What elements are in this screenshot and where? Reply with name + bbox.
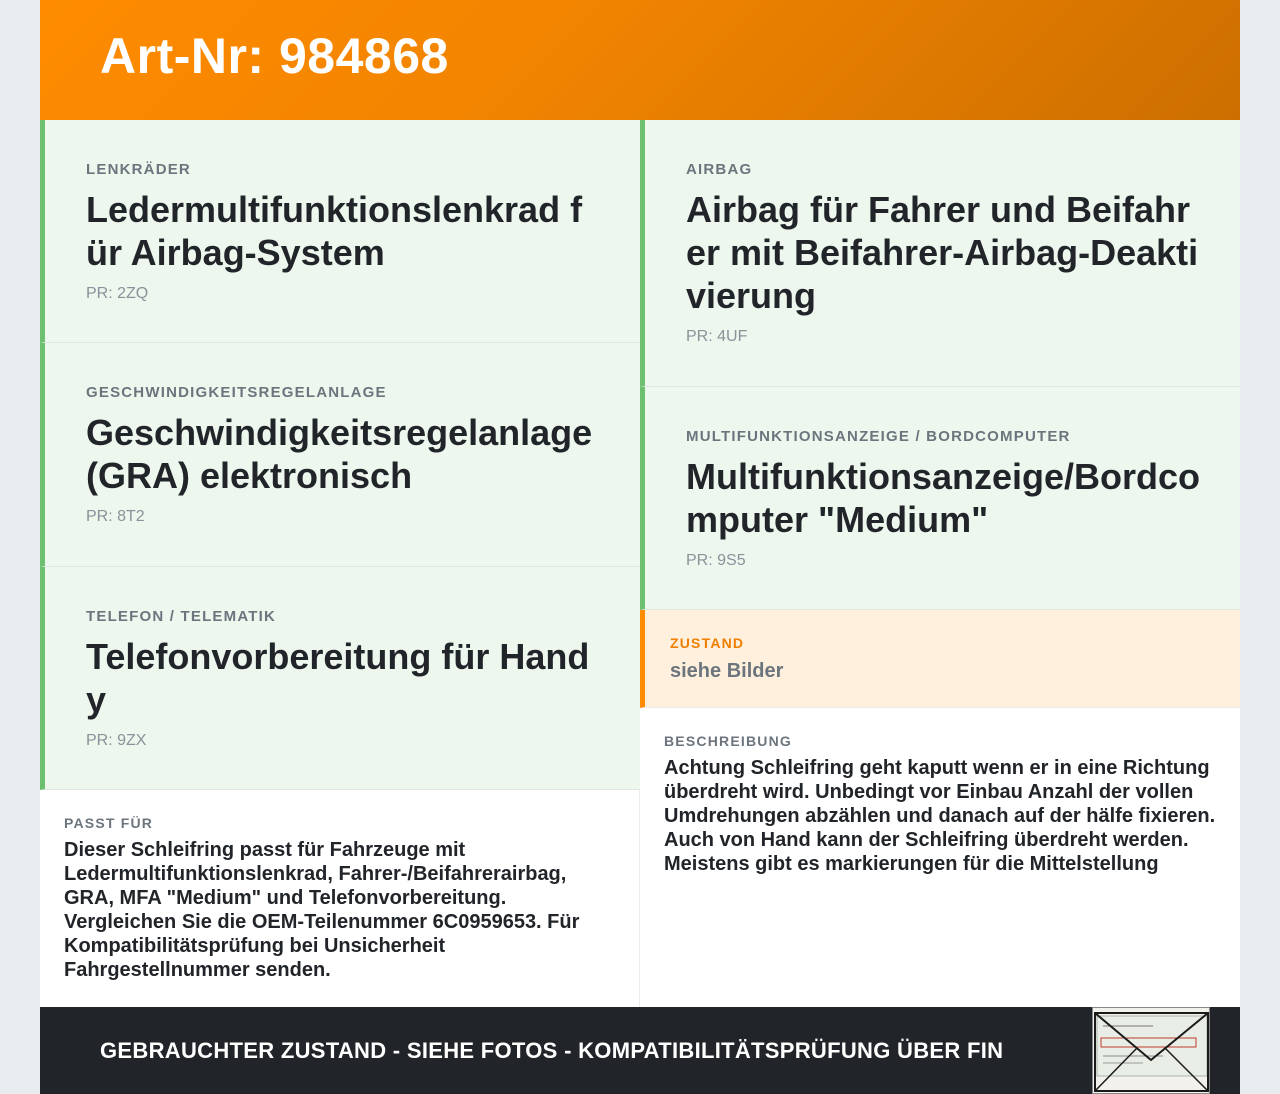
feature-title: Telefonvorbereitung für Handy: [86, 636, 590, 720]
condition-label: ZUSTAND: [670, 635, 745, 651]
feature-title: Geschwindigkeitsregelanlage (GRA) elektronisch: [86, 412, 593, 496]
feature-pr-code: PR: 9S5: [686, 552, 746, 569]
passt-fuer-label: PASST FÜR: [64, 815, 154, 831]
feature-category: MULTIFUNKTIONSANZEIGE / BORDCOMPUTER: [686, 428, 1071, 445]
footer-bar: [40, 1007, 1240, 1094]
beschreibung-text: Achtung Schleifring geht kaputt wenn er in eine Richtung überdreht wird. Unbedingt vor Einbau Anzahl der vollen Umdrehungen abzählen und danach auf der hälfe fixieren. Auch von Hand kann der Schleifring überdreht werden. Meistens gibt es markierungen für die Mittelstellung: [664, 757, 1216, 875]
article-number-title: Art-Nr: 984868: [100, 28, 449, 84]
document-photo-thumbnail-icon[interactable]: [1092, 1007, 1210, 1094]
header-bar: [40, 0, 1240, 120]
feature-category: AIRBAG: [686, 161, 753, 178]
passt-fuer-section: [40, 790, 640, 982]
feature-card-cruise-control: [40, 343, 640, 567]
passt-fuer-text: Dieser Schleifring passt für Fahrzeuge mit Ledermultifunktionslenkrad, Fahrer-/Beifahrerairbag, GRA, MFA "Medium" und Telefonvorbereitung. Vergleichen Sie die OEM-Teilenummer 6C0959653. Für Kompatibilitätsprüfung bei Unsicherheit Fahrgestellnummer senden.: [64, 839, 580, 981]
beschreibung-section: [640, 708, 1240, 876]
feature-card-telephone: [40, 567, 640, 790]
footer-notice: GEBRAUCHTER ZUSTAND - SIEHE FOTOS - KOMPATIBILITÄTSPRÜFUNG ÜBER FIN: [100, 1038, 1004, 1063]
feature-category: TELEFON / TELEMATIK: [86, 608, 277, 625]
feature-pr-code: PR: 2ZQ: [86, 285, 149, 302]
left-column: [40, 120, 640, 982]
feature-card-airbag: [640, 120, 1240, 387]
feature-title: Multifunktionsanzeige/Bordcomputer "Medium": [686, 456, 1201, 540]
feature-pr-code: PR: 4UF: [686, 328, 748, 345]
feature-category: LENKRÄDER: [86, 161, 191, 178]
right-column: [640, 120, 1240, 876]
feature-title: Ledermultifunktionslenkrad für Airbag-System: [86, 189, 583, 273]
beschreibung-label: BESCHREIBUNG: [664, 733, 792, 749]
document-photo-svg: [1093, 1008, 1210, 1094]
feature-card-steering-wheel: [40, 120, 640, 343]
condition-value: siehe Bilder: [670, 660, 784, 682]
condition-box: [640, 610, 1240, 708]
product-sheet: [40, 0, 1240, 1094]
feature-pr-code: PR: 8T2: [86, 508, 145, 525]
feature-title: Airbag für Fahrer und Beifahrer mit Beifahrer-Airbag-Deaktivierung: [686, 189, 1199, 316]
feature-card-onboard-computer: [640, 387, 1240, 610]
feature-category: GESCHWINDIGKEITSREGELANLAGE: [86, 384, 387, 401]
feature-pr-code: PR: 9ZX: [86, 732, 147, 749]
column-divider: [639, 790, 640, 1008]
